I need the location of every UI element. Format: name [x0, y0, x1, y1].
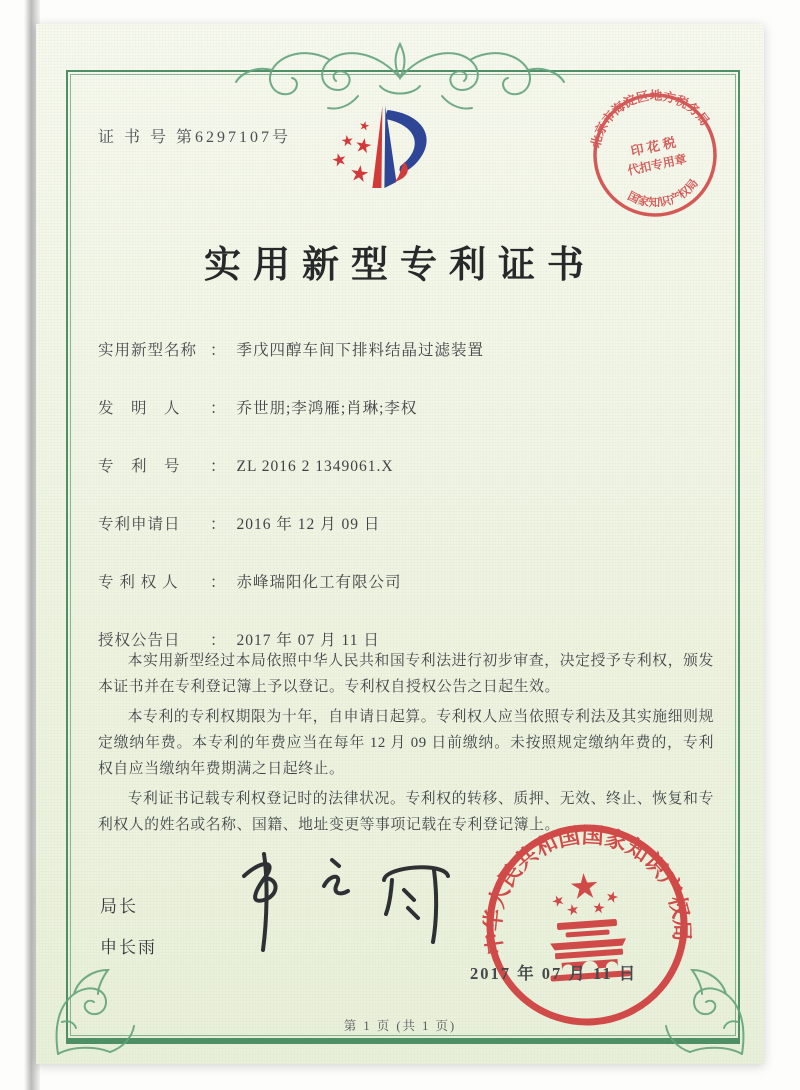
field-label: 专利申请日	[98, 516, 181, 533]
tax-stamp-top-text: 北京市海淀区地方税务局	[588, 88, 712, 150]
bottom-left-flourish	[48, 958, 140, 1058]
commissioner-title: 局长	[100, 897, 138, 916]
tax-stamp-center-line2: 代扣专用章	[626, 151, 688, 178]
commissioner-block	[100, 892, 157, 958]
commissioner-signature-icon	[206, 846, 476, 962]
field-value: 季戊四醇车间下排料结晶过滤装置	[236, 342, 485, 359]
field-utility-model-name: 实用新型名称 ： 季戊四醇车间下排料结晶过滤装置	[98, 338, 714, 360]
certificate-title: 实用新型专利证书	[204, 245, 596, 286]
tax-stamp-center-line1: 印 花 税	[629, 134, 678, 159]
field-value: 2017 年 07 月 11 日	[236, 632, 380, 649]
field-label: 专 利 号	[98, 458, 181, 475]
field-value: 乔世朋;李鸿雁;肖琳;李权	[236, 400, 418, 417]
tax-stamp-bottom-text: 国家知识产权局	[625, 177, 701, 210]
commissioner-name: 申长雨	[100, 938, 157, 957]
grant-seal-ring-text: 中华人民共和国国家知识产权局	[479, 822, 695, 957]
legal-text	[98, 648, 714, 842]
tax-stamp-seal-icon	[566, 66, 744, 244]
legal-paragraph-1: 本实用新型经过本局依照中华人民共和国专利法进行初步审查，决定授予专利权，颁发本证书并在专利登记簿上予以登记。专利权自授权公告之日起生效。	[98, 653, 714, 696]
field-label: 实用新型名称	[98, 342, 198, 359]
cnipa-grant-seal-icon	[476, 814, 698, 1036]
certificate-number: 证 书 号 第6297107号	[98, 129, 292, 146]
field-value: 赤峰瑞阳化工有限公司	[236, 574, 402, 591]
field-grant-date: 授权公告日 ： 2017 年 07 月 11 日	[98, 628, 714, 650]
cnipa-logo-icon	[316, 94, 468, 212]
field-label: 专 利 权 人	[98, 574, 179, 591]
field-application-date: 专利申请日 ： 2016 年 12 月 09 日	[98, 512, 714, 534]
legal-paragraph-2: 本专利的专利权期限为十年，自申请日起算。专利权人应当依照专利法及其实施细则规定缴纳年费。本专利的年费应当在每年 12 月 09 日前缴纳。未按照规定缴纳年费的，专利权自应当缴纳年费期满之日起终止。	[98, 709, 714, 778]
field-patentee: 专 利 权 人 ： 赤峰瑞阳化工有限公司	[98, 570, 714, 592]
certificate-fields	[98, 338, 714, 686]
field-inventors: 发 明 人 ： 乔世朋;李鸿雁;肖琳;李权	[98, 396, 714, 418]
page-number: 第 1 页 (共 1 页)	[343, 1019, 457, 1033]
grant-seal-date: 2017 年 07 月 11 日	[470, 964, 638, 983]
field-value: ZL 2016 2 1349061.X	[236, 458, 394, 475]
field-label: 发 明 人	[98, 400, 181, 417]
field-patent-number: 专 利 号 ： ZL 2016 2 1349061.X	[98, 454, 714, 476]
field-value: 2016 年 12 月 09 日	[236, 516, 381, 533]
certificate-page	[36, 24, 764, 1064]
field-label: 授权公告日	[98, 632, 181, 649]
legal-paragraph-3: 专利证书记载专利权登记时的法律状况。专利权的转移、质押、无效、终止、恢复和专利权人的姓名或名称、国籍、地址变更等事项记载在专利登记簿上。	[98, 791, 714, 834]
